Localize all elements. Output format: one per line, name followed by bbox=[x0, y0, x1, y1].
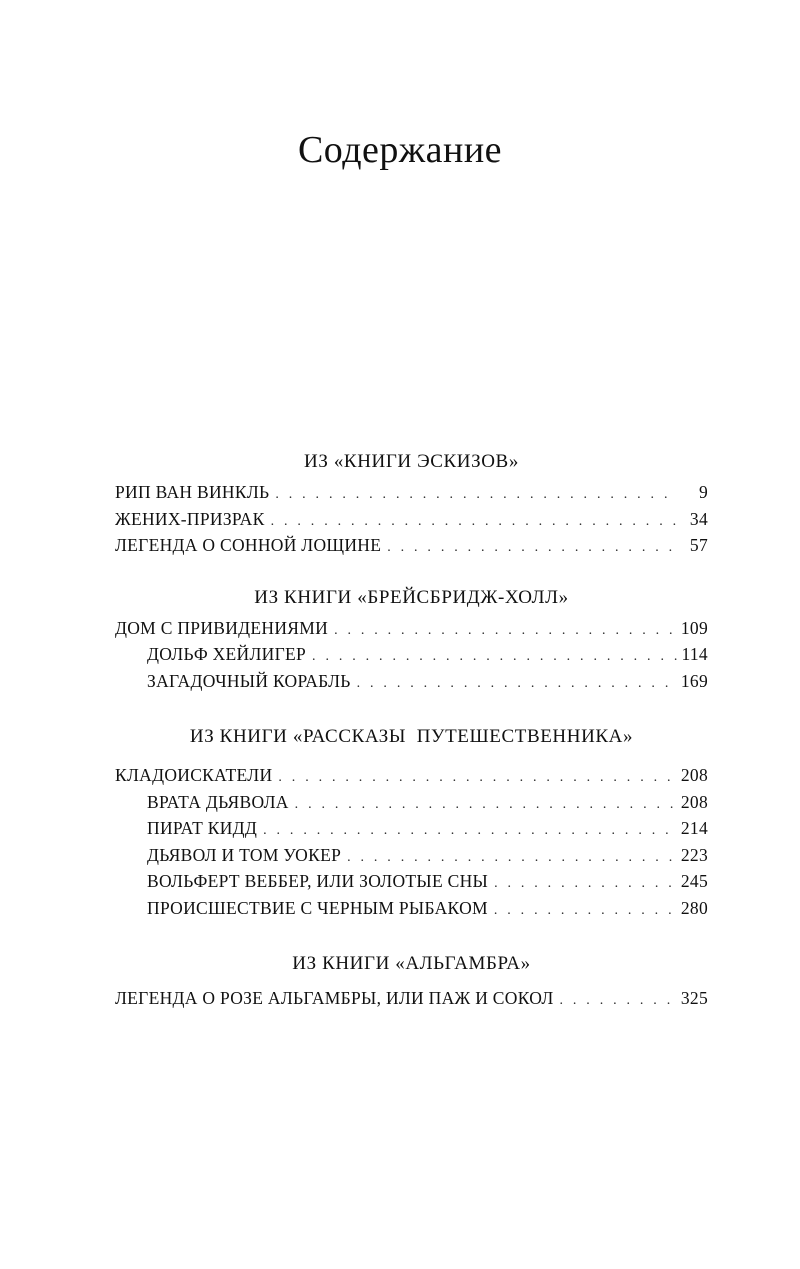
toc-entry[interactable] bbox=[115, 815, 708, 842]
entry-title: ЖЕНИХ-ПРИЗРАК bbox=[115, 508, 265, 529]
toc-entry[interactable] bbox=[115, 895, 708, 922]
dot-leader bbox=[312, 644, 677, 671]
section-heading: ИЗ КНИГИ «РАССКАЗЫ ПУТЕШЕСТВЕННИКА» bbox=[189, 726, 634, 747]
dot-leader bbox=[295, 792, 677, 819]
toc-section-tales-of-a-traveller bbox=[115, 720, 708, 921]
entry-title: ПРОИСШЕСТВИЕ С ЧЕРНЫМ РЫБАКОМ bbox=[147, 897, 488, 918]
section-heading: ИЗ КНИГИ «БРЕЙСБРИДЖ-ХОЛЛ» bbox=[254, 586, 569, 608]
dot-leader bbox=[275, 482, 678, 509]
dot-leader bbox=[494, 898, 677, 925]
page-number: 208 bbox=[680, 791, 708, 812]
page-number: 34 bbox=[689, 508, 708, 529]
toc-section-sketch-book bbox=[115, 445, 708, 559]
toc-entry[interactable] bbox=[115, 668, 708, 695]
entry-title: ЗАГАДОЧНЫЙ КОРАБЛЬ bbox=[147, 670, 351, 691]
toc-entry[interactable] bbox=[115, 762, 708, 789]
dot-leader bbox=[387, 535, 678, 562]
toc-entry[interactable] bbox=[115, 615, 708, 642]
dot-leader bbox=[560, 988, 677, 1015]
dot-leader bbox=[334, 618, 677, 645]
entry-title: ПИРАТ КИДД bbox=[147, 818, 258, 838]
toc-entry[interactable] bbox=[115, 985, 708, 1012]
toc-entry[interactable] bbox=[115, 789, 708, 816]
toc-section-bracebridge-hall bbox=[115, 581, 708, 695]
page-number: 280 bbox=[680, 897, 708, 918]
page-number: 223 bbox=[680, 844, 708, 865]
entry-title: КЛАДОИСКАТЕЛИ bbox=[115, 765, 273, 785]
toc-entry[interactable] bbox=[115, 868, 708, 895]
dot-leader bbox=[357, 671, 677, 698]
dot-leader bbox=[278, 765, 676, 792]
entry-title: ВРАТА ДЬЯВОЛА bbox=[147, 791, 289, 812]
section-heading: ИЗ КНИГИ «АЛЬГАМБРА» bbox=[292, 953, 531, 974]
toc-entry[interactable] bbox=[115, 479, 708, 506]
page-number: 214 bbox=[680, 818, 708, 838]
section-spacer bbox=[115, 559, 708, 581]
page-title: Содержание bbox=[297, 129, 503, 171]
section-heading: ИЗ «КНИГИ ЭСКИЗОВ» bbox=[304, 451, 519, 472]
page-number: 9 bbox=[698, 482, 708, 502]
page-number: 57 bbox=[689, 535, 708, 555]
toc-entry[interactable] bbox=[115, 842, 708, 869]
toc-entry[interactable] bbox=[115, 641, 708, 668]
entry-title: ЛЕГЕНДА О СОННОЙ ЛОЩИНЕ bbox=[115, 535, 382, 555]
page-number: 208 bbox=[680, 765, 708, 785]
page-number: 109 bbox=[680, 617, 708, 638]
toc-entry[interactable] bbox=[115, 532, 708, 559]
table-of-contents bbox=[115, 445, 708, 1012]
entry-title: ЛЕГЕНДА О РОЗЕ АЛЬГАМБРЫ, ИЛИ ПАЖ И СОКОЛ bbox=[115, 988, 554, 1008]
entry-title: ДЬЯВОЛ И ТОМ УОКЕР bbox=[147, 844, 342, 865]
toc-section-alhambra bbox=[115, 947, 708, 1012]
entry-title: ВОЛЬФЕРТ ВЕББЕР, ИЛИ ЗОЛОТЫЕ СНЫ bbox=[147, 871, 489, 891]
entry-title: РИП ВАН ВИНКЛЬ bbox=[115, 482, 270, 502]
section-spacer bbox=[115, 921, 708, 947]
dot-leader bbox=[494, 871, 677, 898]
page-number: 245 bbox=[680, 871, 708, 891]
entry-title: ДОМ С ПРИВИДЕНИЯМИ bbox=[115, 617, 329, 638]
page-number: 169 bbox=[680, 670, 708, 691]
heading-spacer bbox=[115, 754, 708, 762]
page-number: 325 bbox=[680, 988, 708, 1008]
entry-title: ДОЛЬФ ХЕЙЛИГЕР bbox=[147, 644, 307, 664]
page-number: 114 bbox=[681, 644, 708, 664]
section-spacer bbox=[115, 694, 708, 720]
toc-entry[interactable] bbox=[115, 506, 708, 533]
